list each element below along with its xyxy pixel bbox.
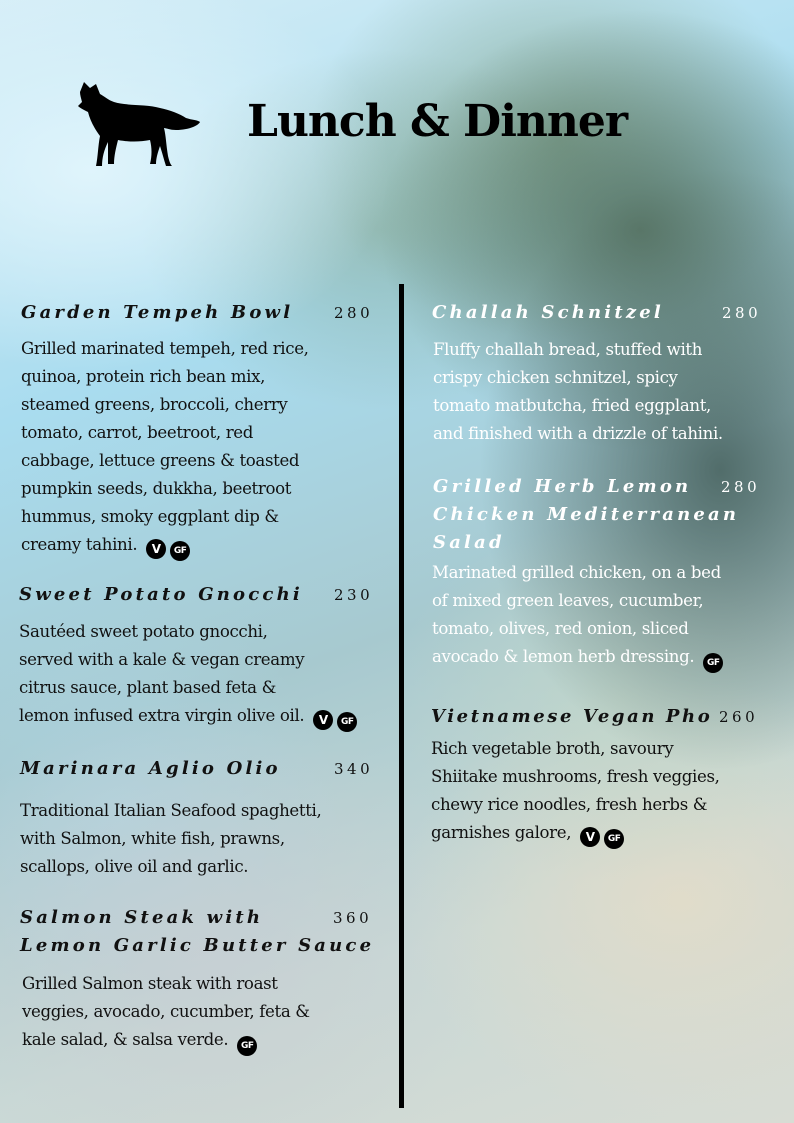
- gluten-free-badge: GF: [237, 1036, 257, 1056]
- item-price: 260: [719, 708, 759, 726]
- fox-icon: [74, 80, 202, 170]
- menu-item: [433, 473, 778, 673]
- page-title: Lunch & Dinner: [247, 96, 628, 147]
- item-description: Traditional Italian Seafood spaghetti, with Salmon, white fish, prawns, scallops, olive oil and garlic.: [20, 801, 322, 876]
- gluten-free-badge: GF: [337, 712, 357, 732]
- item-name: Challah Schnitzel: [432, 302, 664, 323]
- menu-item: [20, 904, 390, 1056]
- gluten-free-badge: GF: [170, 541, 190, 561]
- item-name: Chicken Mediterranean: [433, 504, 740, 525]
- item-price: 340: [334, 760, 374, 778]
- item-name: Salmon Steak with: [20, 907, 264, 928]
- menu-item: [20, 755, 380, 881]
- column-divider: [399, 284, 404, 1108]
- item-name: Sweet Potato Gnocchi: [19, 584, 303, 605]
- item-description: Grilled marinated tempeh, red rice, quinoa, protein rich bean mix, steamed greens, broccoli, cherry tomato, carrot, beetroot, red cabbage, lettuce greens & toasted pumpkin seeds, dukkha, beetroot hummus, smoky eggplant dip & creamy tahini. V GF: [21, 335, 381, 561]
- item-name: Grilled Herb Lemon: [433, 476, 692, 497]
- item-description: Rich vegetable broth, savoury Shiitake mushrooms, fresh veggies, chewy rice noodles, fresh herbs & garnishes galore, V GF: [431, 735, 776, 849]
- item-description: Marinated grilled chicken, on a bed of mixed green leaves, cucumber, tomato, olives, red onion, sliced avocado & lemon herb dressing. GF: [432, 559, 778, 673]
- item-name: Lemon Garlic Butter Sauce: [20, 935, 375, 956]
- item-price: 280: [334, 304, 374, 322]
- item-name: Salad: [433, 532, 505, 553]
- item-name: Garden Tempeh Bowl: [21, 302, 294, 323]
- vegan-badge: V: [313, 710, 333, 730]
- item-price: 280: [722, 304, 762, 322]
- item-description: Grilled Salmon steak with roast veggies, avocado, cucumber, feta & kale salad, & salsa verde. GF: [22, 970, 390, 1056]
- item-price: 360: [333, 909, 373, 927]
- item-description: Fluffy challah bread, stuffed with crispy chicken schnitzel, spicy tomato matbutcha, fried eggplant, and finished with a drizzle of tahini.: [433, 340, 723, 443]
- vegan-badge: V: [580, 827, 600, 847]
- gluten-free-badge: GF: [703, 653, 723, 673]
- item-price: 230: [334, 586, 374, 604]
- menu-item: [21, 299, 381, 561]
- vegan-badge: V: [146, 539, 166, 559]
- menu-item: [19, 581, 389, 732]
- item-price: 280: [721, 478, 761, 496]
- gluten-free-badge: GF: [604, 829, 624, 849]
- item-name: Vietnamese Vegan Pho: [431, 706, 713, 727]
- menu-item: [432, 299, 777, 448]
- menu-item: [431, 703, 776, 849]
- item-name: Marinara Aglio Olio: [20, 758, 281, 779]
- item-description: Sautéed sweet potato gnocchi, served with a kale & vegan creamy citrus sauce, plant based feta & lemon infused extra virgin olive oil. V GF: [19, 618, 389, 732]
